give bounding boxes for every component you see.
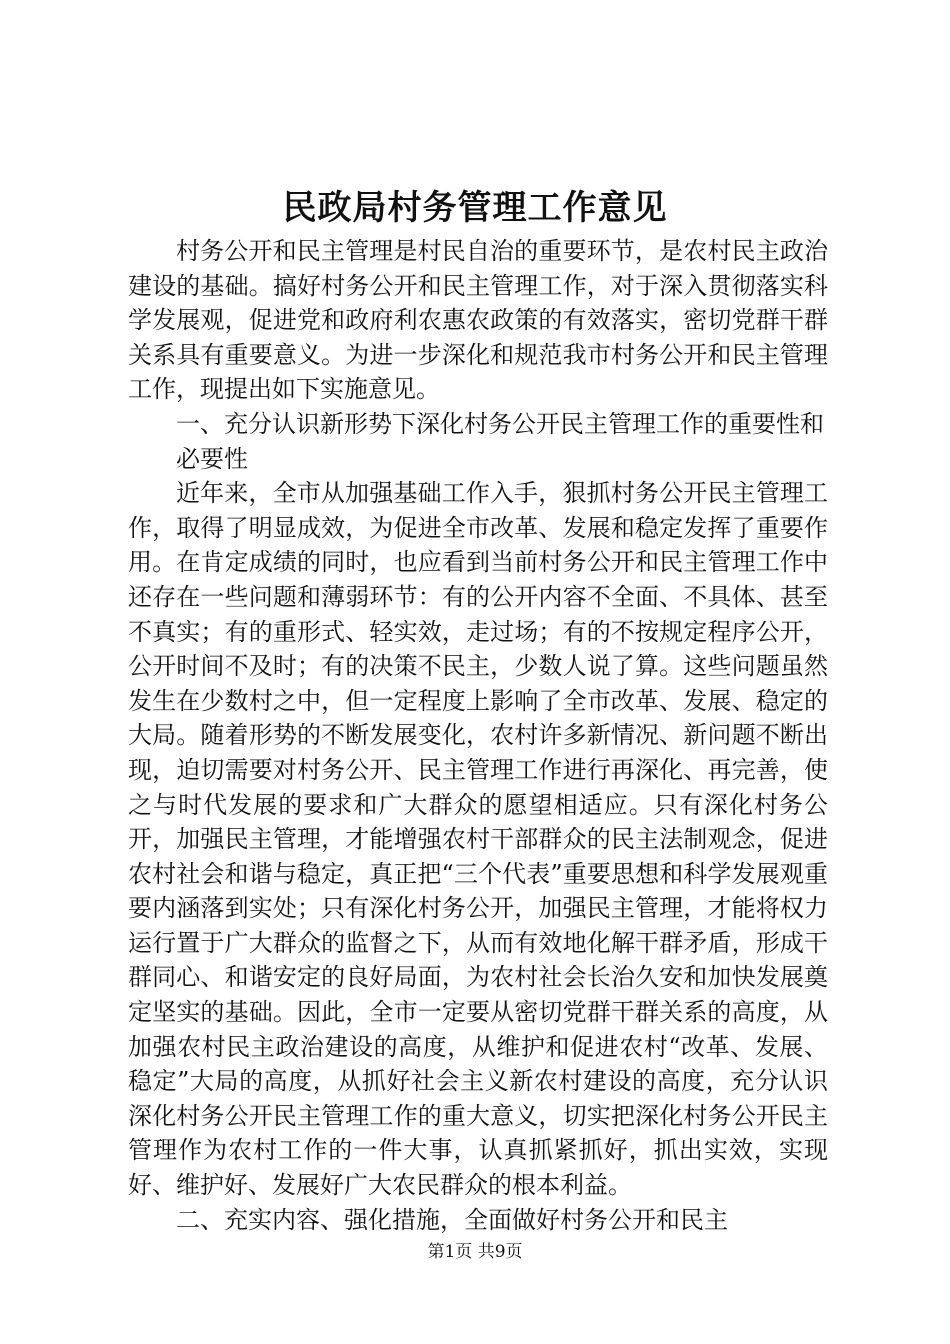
document-title: 民政局村务管理工作意见 — [282, 188, 668, 228]
section-heading-2: 二、充实内容、强化措施，全面做好村务公开和民主 — [176, 1205, 728, 1234]
intro-paragraph: 村务公开和民主管理是村民自治的重要环节，是农村民主政治建设的基础。搞好村务公开和民主管理工作，对于深入贯彻落实科学发展观，促进党和政府利农惠农政策的有效落实，密切党群干群关系具有重要意义。为进一步深化和规范我市村务公开和民主管理工作，现提出如下实施意见。 — [128, 237, 828, 404]
section-heading-1: 一、充分认识新形势下深化村务公开民主管理工作的重要性和必要性 — [176, 409, 824, 473]
document-body — [128, 234, 828, 1237]
page-number-footer: 第1页 共9页 — [427, 1242, 523, 1262]
section-1-paragraph: 近年来，全市从加强基础工作入手，狠抓村务公开民主管理工作，取得了明显成效，为促进全市改革、发展和稳定发挥了重要作用。在肯定成绩的同时，也应看到当前村务公开和民主管理工作中还存在一些问题和薄弱环节：有的公开内容不全面、不具体、甚至不真实；有的重形式、轻实效，走过场；有的不按规定程序公开，公开时间不及时；有的决策不民主，少数人说了算。这些问题虽然发生在少数村之中，但一定程度上影响了全市改革、发展、稳定的大局。随着形势的不断发展变化，农村许多新情况、新问题不断出现，迫切需要对村务公开、民主管理工作进行再深化、再完善，使之与时代发展的要求和广大群众的愿望相适应。只有深化村务公开，加强民主管理，才能增强农村干部群众的民主法制观念，促进农村社会和谐与稳定，真正把“三个代表”重要思想和科学发展观重要内涵落到实处；只有深化村务公开，加强民主管理，才能将权力运行置于广大群众的监督之下，从而有效地化解干群矛盾，形成干群同心、和谐安定的良好局面，为农村社会长治久安和加快发展奠定坚实的基础。因此，全市一定要从密切党群干群关系的高度，从加强农村民主政治建设的高度，从维护和促进农村“改革、发展、稳定”大局的高度，从抓好社会主义新农村建设的高度，充分认识深化村务公开民主管理工作的重大意义，切实把深化村务公开民主管理作为农村工作的一件大事，认真抓紧抓好，抓出实效，实现好、维护好、发展好广大农民群众的根本利益。 — [128, 479, 828, 1200]
